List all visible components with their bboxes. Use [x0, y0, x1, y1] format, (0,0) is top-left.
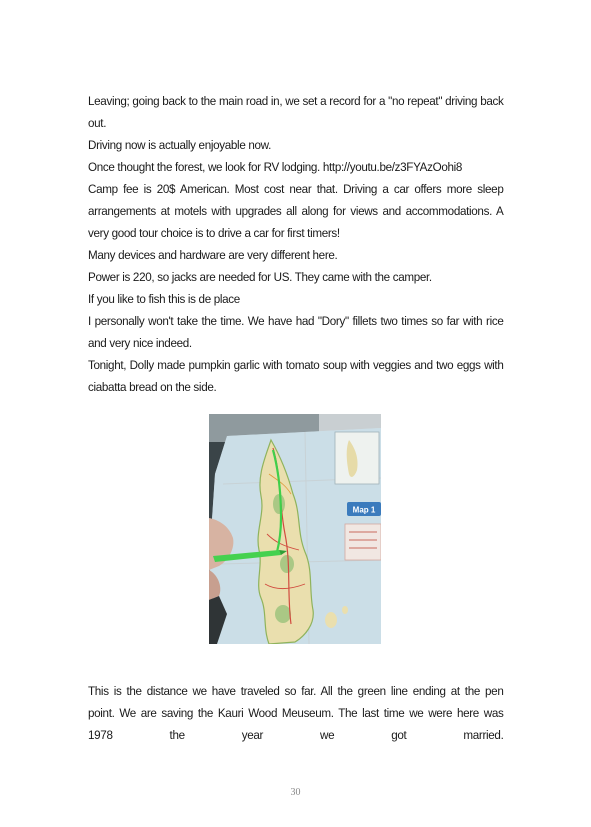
caption-line: point. We are saving the Kauri Wood Meuseum. The last time we were here was: [88, 706, 504, 720]
caption-text: [88, 680, 503, 746]
paragraph: Once thought the forest, we look for RV lodging. http://youtu.be/z3FYAzOohi8: [88, 160, 463, 174]
paragraph: I personally won't take the time. We have had "Dory" fillets two times so far with rice and very nice indeed.: [88, 314, 504, 350]
paragraph: Power is 220, so jacks are needed for US. They came with the camper.: [88, 270, 432, 284]
map-photo: [209, 414, 381, 644]
paragraph: If you like to fish this is de place: [88, 292, 240, 306]
paragraph: Leaving; going back to the main road in, we set a record for a "no repeat" driving back out.: [88, 94, 504, 130]
paragraph: Tonight, Dolly made pumpkin garlic with tomato soup with veggies and two eggs with ciabatta bread on the side.: [88, 358, 504, 394]
paragraph: Many devices and hardware are very different here.: [88, 248, 338, 262]
caption-line: This is the distance we have traveled so far. All the green line ending at the pen: [88, 684, 504, 698]
map-photo-graphic: [209, 414, 381, 644]
caption-line: 1978 the year we got married.: [88, 728, 504, 742]
map-label: Map 1: [352, 505, 376, 515]
page-number: 30: [290, 787, 301, 798]
paragraph: Camp fee is 20$ American. Most cost near that. Driving a car offers more sleep arrangements at motels with upgrades all along for views and accommodations. A very good tour choice is to drive a car for first timers!: [88, 182, 504, 240]
body-text-top: [88, 90, 503, 398]
paragraph: Driving now is actually enjoyable now.: [88, 138, 272, 152]
